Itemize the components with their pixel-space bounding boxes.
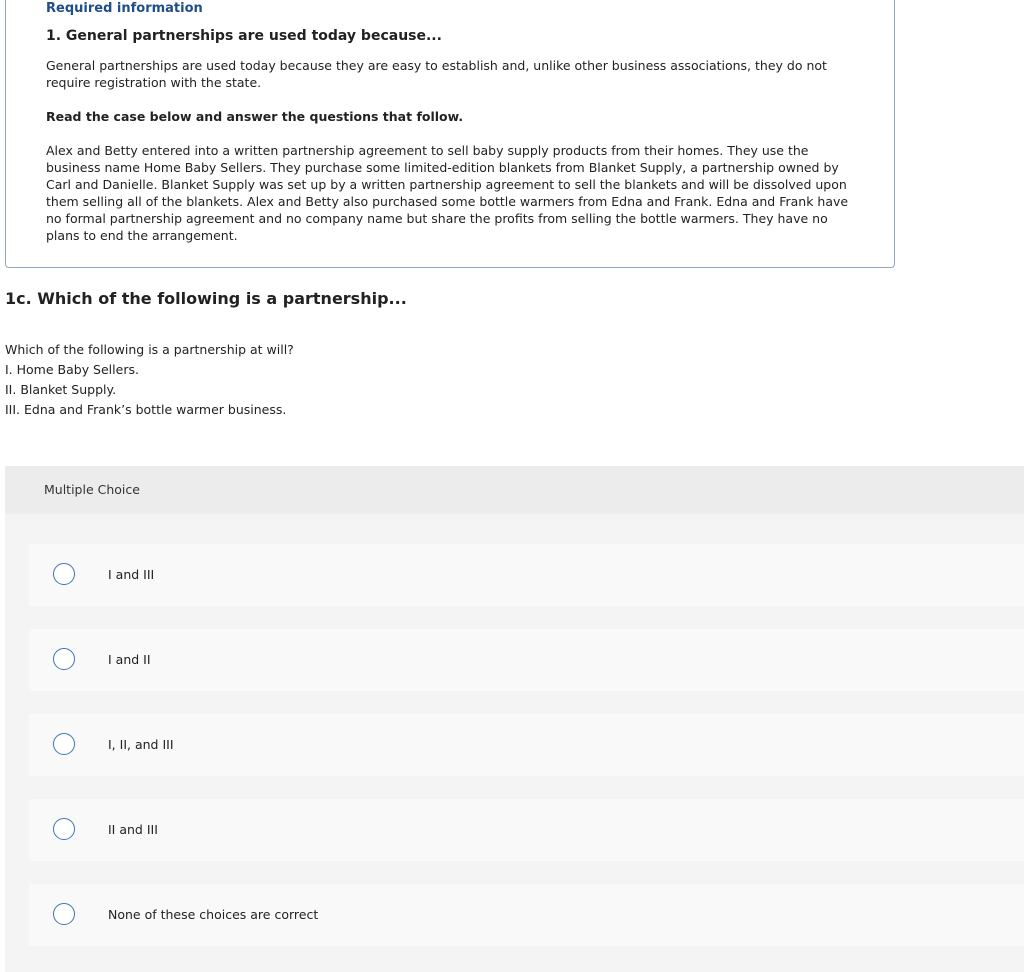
answer-option-label: None of these choices are correct xyxy=(108,907,319,922)
answer-options xyxy=(29,544,1024,969)
required-information-heading: Required information xyxy=(46,1,203,16)
multiple-choice-panel xyxy=(5,466,1024,972)
case-instruction: Read the case below and answer the questions that follow. xyxy=(46,109,464,124)
question-prompt: Which of the following is a partnership at will? xyxy=(5,342,294,357)
radio-button[interactable] xyxy=(53,733,75,755)
answer-option-3[interactable] xyxy=(29,714,1024,776)
answer-option-label: II and III xyxy=(108,822,158,837)
radio-button[interactable] xyxy=(53,903,75,925)
answer-option-1[interactable] xyxy=(29,544,1024,606)
case-paragraph: Alex and Betty entered into a written partnership agreement to sell baby supply products from their homes. They use the business name Home Baby Sellers. They purchase some limited-edition blankets from Blanket Supply, a partnership owned by Carl and Danielle. Blanket Supply was set up by a written partnership agreement to sell the blankets and will be dissolved upon them selling all of the blankets. Alex and Betty also purchased some bottle warmers from Edna and Frank. Edna and Frank have no formal partnership agreement and no company name but share the profits from selling the bottle warmers. They have no plans to end the arrangement. xyxy=(46,143,849,243)
multiple-choice-header xyxy=(5,466,1024,514)
question-body xyxy=(5,340,294,420)
answer-option-label: I and III xyxy=(108,567,155,582)
multiple-choice-label: Multiple Choice xyxy=(44,482,140,497)
radio-button[interactable] xyxy=(53,563,75,585)
answer-option-5[interactable] xyxy=(29,884,1024,946)
answer-option-2[interactable] xyxy=(29,629,1024,691)
radio-button[interactable] xyxy=(53,648,75,670)
intro-paragraph: General partnerships are used today because they are easy to establish and, unlike other business associations, they do not require registration with the state. xyxy=(46,58,827,90)
section-subheading: 1. General partnerships are used today because... xyxy=(46,28,442,44)
question-item: II. Blanket Supply. xyxy=(5,382,117,397)
question-item: I. Home Baby Sellers. xyxy=(5,362,139,377)
answer-option-label: I, II, and III xyxy=(108,737,174,752)
answer-option-label: I and II xyxy=(108,652,151,667)
required-information-panel xyxy=(5,0,895,268)
question-title: 1c. Which of the following is a partnership... xyxy=(5,289,407,308)
question-item: III. Edna and Frank’s bottle warmer business. xyxy=(5,402,287,417)
answer-option-4[interactable] xyxy=(29,799,1024,861)
radio-button[interactable] xyxy=(53,818,75,840)
